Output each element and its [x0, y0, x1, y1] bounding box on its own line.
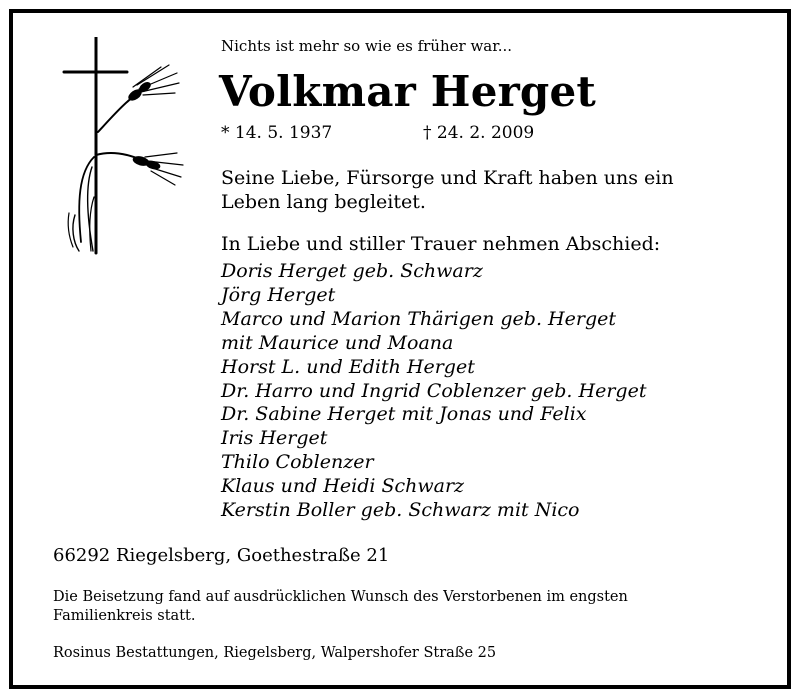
- tribute-line: Leben lang begleitet.: [221, 191, 426, 213]
- death-date: † 24. 2. 2009: [423, 123, 535, 143]
- mourner-item: Iris Herget: [221, 427, 328, 450]
- funeral-line: Die Beisetzung fand auf ausdrücklichen Wunsch des Verstorbenen im engsten: [53, 589, 628, 605]
- cross-with-wheat-icon: [57, 37, 187, 257]
- mourner-item: Jörg Herget: [221, 283, 336, 306]
- mourner-item: Kerstin Boller geb. Schwarz mit Nico: [221, 499, 580, 522]
- tribute-text: [221, 166, 741, 214]
- deceased-name: Volkmar Herget: [219, 67, 597, 116]
- mourner-item: Klaus und Heidi Schwarz: [221, 475, 465, 498]
- tribute-line: Seine Liebe, Fürsorge und Kraft haben uns ein: [221, 167, 674, 189]
- mourner-item: Thilo Coblenzer: [221, 451, 374, 474]
- mourner-item: Horst L. und Edith Herget: [221, 355, 475, 378]
- undertaker-info: Rosinus Bestattungen, Riegelsberg, Walpershofer Straße 25: [53, 645, 497, 661]
- funeral-note: [53, 588, 753, 626]
- mourners-list: [221, 260, 646, 523]
- mourner-item: Doris Herget geb. Schwarz: [221, 260, 483, 282]
- mourner-item: Dr. Harro und Ingrid Coblenzer geb. Herget: [221, 379, 647, 402]
- mourners-intro: In Liebe und stiller Trauer nehmen Abschied:: [221, 233, 661, 255]
- obituary-notice: [9, 9, 791, 689]
- funeral-line: Familienkreis statt.: [53, 608, 196, 624]
- birth-date: * 14. 5. 1937: [221, 123, 333, 143]
- motto-text: Nichts ist mehr so wie es früher war...: [221, 37, 513, 55]
- family-address: 66292 Riegelsberg, Goethestraße 21: [53, 545, 390, 566]
- mourner-item: Dr. Sabine Herget mit Jonas und Felix: [221, 403, 587, 426]
- mourner-item: Marco und Marion Thärigen geb. Herget: [221, 307, 616, 330]
- mourner-item: mit Maurice und Moana: [221, 331, 454, 354]
